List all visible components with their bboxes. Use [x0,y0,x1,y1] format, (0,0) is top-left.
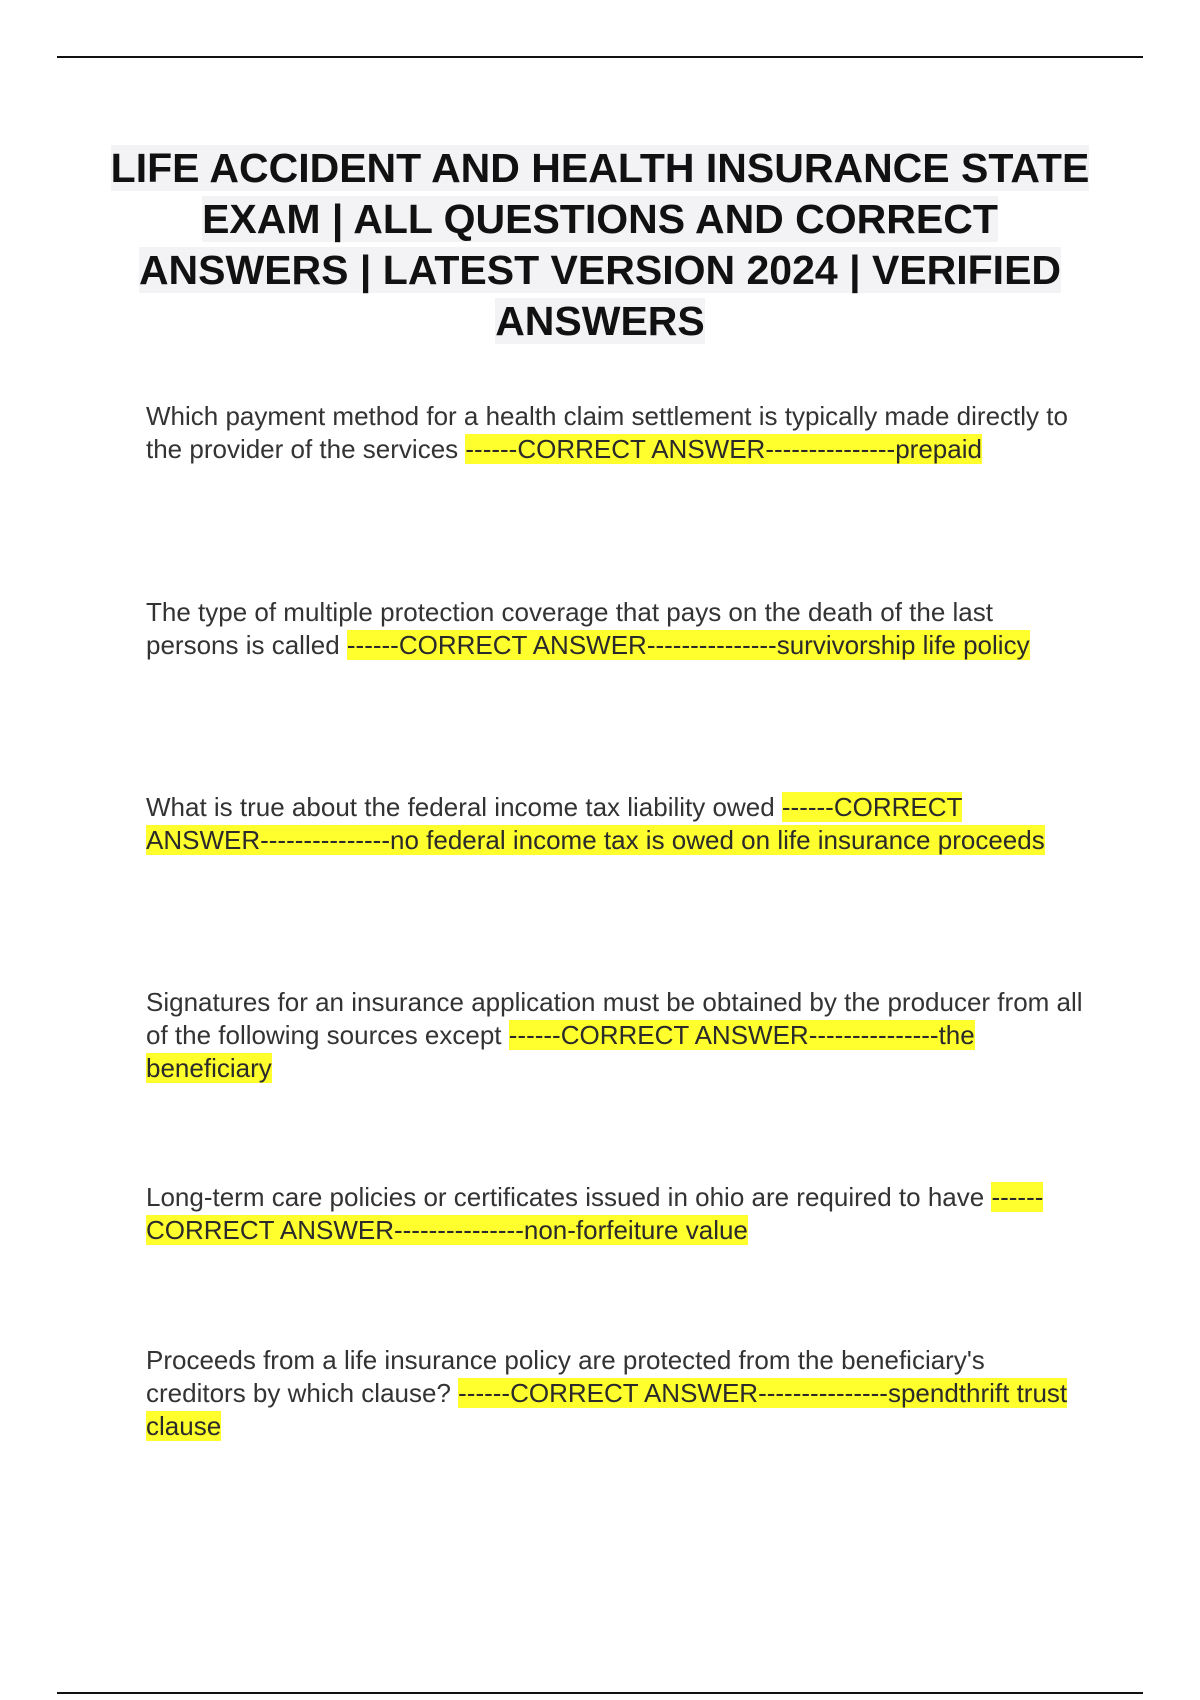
answer-highlight: ------CORRECT ANSWER---------------spendthrift trust clause [146,1378,1068,1441]
header-rule [57,56,1143,58]
qa-item-5 [146,1181,1090,1247]
answer-highlight: ------CORRECT ANSWER---------------non-forfeiture value [146,1182,1044,1245]
question-text: Long-term care policies or certificates issued in ohio are required to have [146,1182,992,1212]
qa-item-4 [146,986,1090,1085]
qa-item-6 [146,1344,1090,1443]
answer-highlight: ------CORRECT ANSWER---------------prepaid [465,434,982,464]
document-title [100,143,1100,347]
question-text: Signatures for an insurance application must be obtained by the producer from all of the following sources except [146,987,1083,1050]
question-text: The type of multiple protection coverage that pays on the death of the last persons is called [146,597,993,660]
answer-highlight: ------CORRECT ANSWER---------------the beneficiary [146,1020,975,1083]
qa-item-2 [146,596,1090,662]
question-text: Which payment method for a health claim settlement is typically made directly to the provider of the services [146,401,1068,464]
qa-item-3 [146,791,1090,857]
answer-highlight: ------CORRECT ANSWER---------------survivorship life policy [346,630,1030,660]
question-text: Proceeds from a life insurance policy are protected from the beneficiary's creditors by which clause? [146,1345,985,1408]
qa-item-1 [146,400,1090,466]
footer-rule [57,1692,1143,1694]
answer-highlight: ------CORRECT ANSWER---------------no federal income tax is owed on life insurance proceeds [146,792,1045,855]
document-title-text: LIFE ACCIDENT AND HEALTH INSURANCE STATE EXAM | ALL QUESTIONS AND CORRECT ANSWERS | LATEST VERSION 2024 | VERIFIED ANSWERS [110,145,1090,344]
question-text: What is true about the federal income tax liability owed [146,792,782,822]
